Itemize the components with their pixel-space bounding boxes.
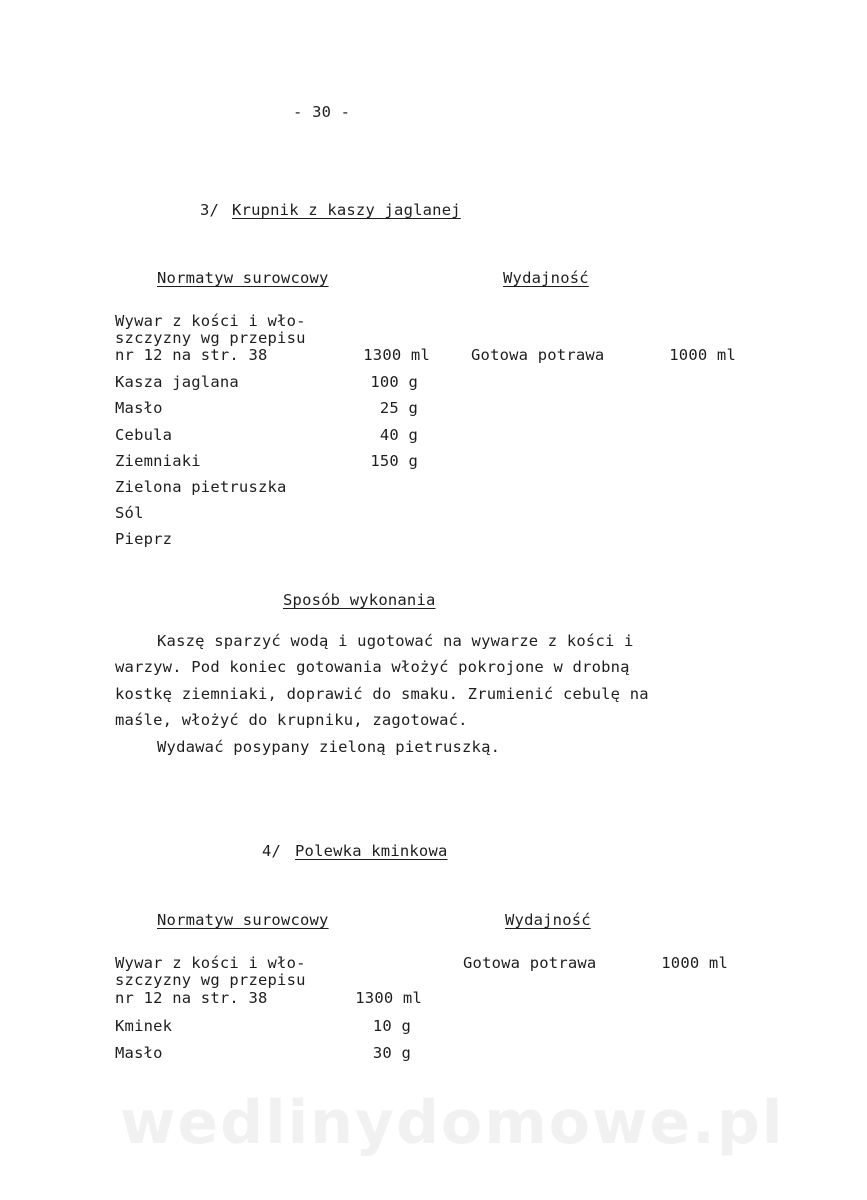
recipe-3-method-line: Wydawać posypany zieloną pietruszką. xyxy=(157,738,501,756)
recipe-3-ingredient-name: Masło xyxy=(115,399,163,417)
recipe-3-ingredient-name: Pieprz xyxy=(115,530,173,548)
recipe-3-ingredient-wywar-line1: Wywar z kości i wło- xyxy=(115,312,306,330)
recipe-3-ingredient-amount: 150 g xyxy=(370,452,418,470)
recipe-4-yield-amount: 1000 ml xyxy=(661,954,728,972)
recipe-4-wydajnosc-heading: Wydajność xyxy=(505,911,591,929)
recipe-3-ingredient-name: Ziemniaki xyxy=(115,452,201,470)
recipe-3-ingredient-wywar-line2: szczyzny wg przepisu xyxy=(115,329,306,347)
recipe-4-yield-label: Gotowa potrawa xyxy=(463,954,597,972)
recipe-4-ingredient-amount: 10 g xyxy=(372,1017,411,1035)
recipe-3-ingredient-name: Kasza jaglana xyxy=(115,373,239,391)
recipe-4-title: Polewka kminkowa xyxy=(295,842,448,860)
recipe-4-ingredient-wywar-line3: nr 12 na str. 38 xyxy=(115,989,268,1007)
recipe-3-method-line: kostkę ziemniaki, doprawić do smaku. Zrumienić cebulę na xyxy=(115,685,649,703)
recipe-3-ingredient-amount: 40 g xyxy=(379,426,418,444)
recipe-3-method-line: warzyw. Pod koniec gotowania włożyć pokrojone w drobną xyxy=(115,658,630,676)
recipe-3-yield-amount: 1000 ml xyxy=(669,346,736,364)
recipe-4-ingredient-name: Kminek xyxy=(115,1017,173,1035)
recipe-3-yield-label: Gotowa potrawa xyxy=(471,346,605,364)
recipe-3-ingredient-amount: 100 g xyxy=(370,373,418,391)
recipe-3-normatyw-heading: Normatyw surowcowy xyxy=(157,269,329,287)
recipe-4-ingredient-wywar-line2: szczyzny wg przepisu xyxy=(115,971,306,989)
recipe-4-ingredient-wywar-amount: 1300 ml xyxy=(355,989,422,1007)
recipe-4-number: 4/ xyxy=(262,842,282,860)
recipe-3-ingredient-name: Zielona pietruszka xyxy=(115,478,287,496)
page-number: - 30 - xyxy=(293,103,351,121)
recipe-3-ingredient-name: Sól xyxy=(115,504,144,522)
recipe-4-normatyw-heading: Normatyw surowcowy xyxy=(157,911,329,929)
recipe-4-ingredient-name: Masło xyxy=(115,1044,163,1062)
recipe-3-ingredient-wywar-amount: 1300 ml xyxy=(363,346,430,364)
recipe-3-method-line: Kaszę sparzyć wodą i ugotować na wywarze z kości i xyxy=(157,632,634,650)
recipe-4-ingredient-wywar-line1: Wywar z kości i wło- xyxy=(115,954,306,972)
recipe-3-title: Krupnik z kaszy jaglanej xyxy=(232,201,461,219)
recipe-4-ingredient-amount: 30 g xyxy=(372,1044,411,1062)
recipe-3-wydajnosc-heading: Wydajność xyxy=(503,269,589,287)
recipe-3-method-line: maśle, włożyć do krupniku, zagotować. xyxy=(115,711,468,729)
watermark: wedlinydomowe.pl xyxy=(120,1088,785,1158)
recipe-3-ingredient-wywar-line3: nr 12 na str. 38 xyxy=(115,346,268,364)
recipe-3-ingredient-name: Cebula xyxy=(115,426,173,444)
recipe-3-method-heading: Sposób wykonania xyxy=(283,591,436,609)
recipe-3-number: 3/ xyxy=(200,201,220,219)
recipe-3-ingredient-amount: 25 g xyxy=(379,399,418,417)
